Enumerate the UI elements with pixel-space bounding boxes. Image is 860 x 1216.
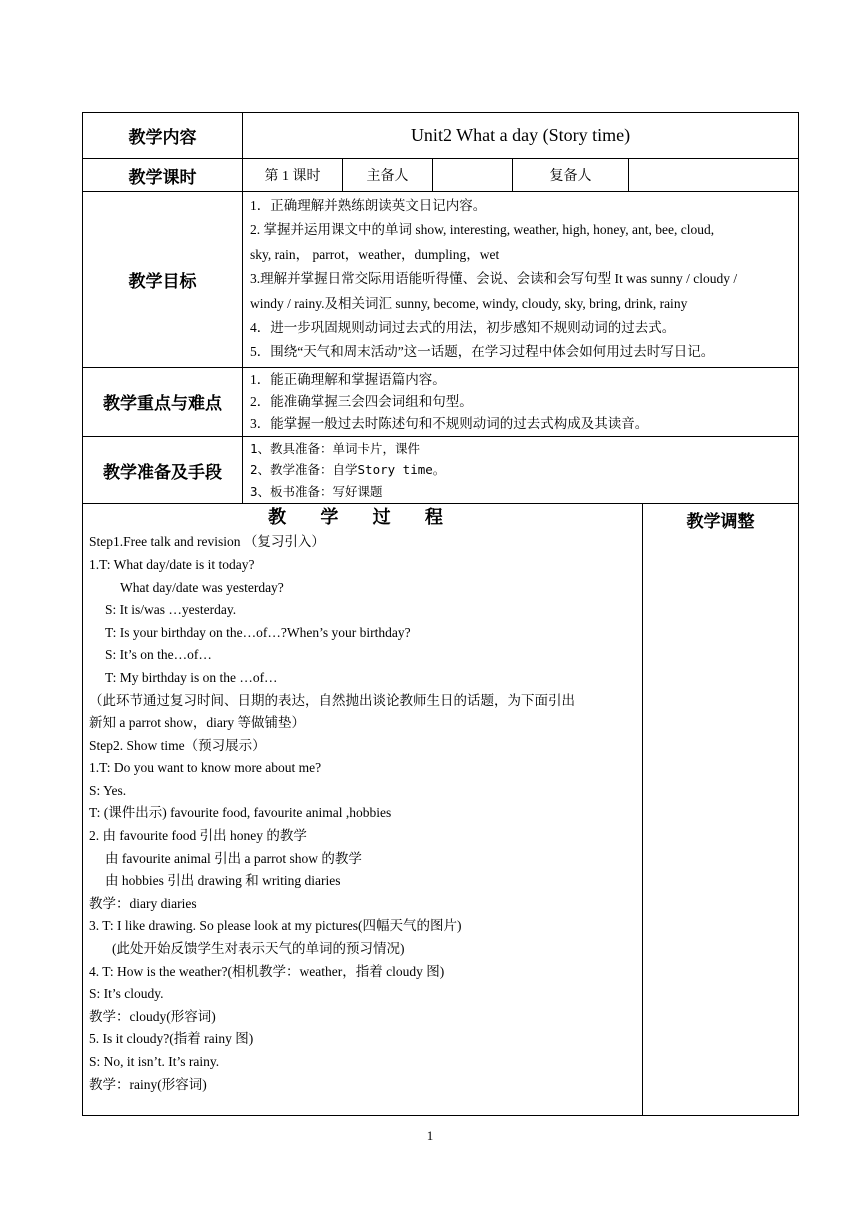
process-line: Step1.Free talk and revision （复习引入） <box>89 534 325 550</box>
reviewer-label: 复备人 <box>513 159 629 192</box>
process-line: T: Is your birthday on the…of…?When’s your birthday? <box>105 624 411 640</box>
adjustment-label: 教学调整 <box>643 504 799 1116</box>
objectives-label: 教学目标 <box>83 192 243 368</box>
process-line: Step2. Show time（预习展示） <box>89 737 266 753</box>
process-title: 教 学 过 程 <box>268 507 457 529</box>
objectives-row <box>83 192 799 368</box>
reviewer-value <box>629 159 799 192</box>
process-line: S: No, it isn’t. It’s rainy. <box>89 1054 220 1069</box>
objective-line: 5．围绕“天气和周末活动”这一话题，在学习过程中体会如何用过去时写日记。 <box>250 344 715 360</box>
objective-line: 4．进一步巩固规则动词过去式的用法，初步感知不规则动词的过去式。 <box>250 320 676 336</box>
process-line: 由 hobbies 引出 drawing 和 writing diaries <box>105 873 341 889</box>
process-content <box>83 504 643 1116</box>
key-point-line: 3．能掌握一般过去时陈述句和不规则动词的过去式构成及其读音。 <box>250 415 649 431</box>
process-line: What day/date was yesterday? <box>120 579 284 595</box>
objective-line: 1．正确理解并熟练朗读英文日记内容。 <box>250 198 487 213</box>
key-point-line: 2．能准确掌握三会四会词组和句型。 <box>250 393 473 409</box>
objective-line: windy / rainy.及相关词汇 sunny, become, windy, cloudy, sky, bring, drink, rainy <box>250 295 688 311</box>
process-line: 2. 由 favourite food 引出 honey 的教学 <box>89 828 307 844</box>
key-point-line: 1．能正确理解和掌握语篇内容。 <box>250 371 446 387</box>
process-lines <box>89 531 636 1096</box>
process-row <box>83 504 799 1116</box>
process-line: (此处开始反馈学生对表示天气的单词的预习情况) <box>112 941 405 957</box>
objectives-content <box>243 192 799 368</box>
process-line: 教学：cloudy(形容词) <box>89 1008 216 1024</box>
process-line: 新知 a parrot show，diary 等做铺垫） <box>89 715 305 731</box>
process-line: S: It’s on the…of… <box>105 647 212 663</box>
process-line: 4. T: How is the weather?(相机教学：weather，指着 cloudy 图) <box>89 963 445 979</box>
preparation-row <box>83 436 799 504</box>
preparation-line: 1、教具准备：单词卡片，课件 <box>250 440 421 456</box>
content-row <box>83 113 799 159</box>
preparation-line: 3、板书准备：写好课题 <box>250 483 383 499</box>
process-line: 教学：diary diaries <box>89 895 197 911</box>
period-label: 教学课时 <box>83 159 243 192</box>
process-line: （此环节通过复习时间、日期的表达，自然抛出谈论教师生日的话题，为下面引出 <box>89 692 575 708</box>
process-line: S: Yes. <box>89 782 127 798</box>
process-line: 1.T: What day/date is it today? <box>89 556 255 572</box>
process-line: 1.T: Do you want to know more about me? <box>89 760 322 776</box>
objective-line: 2. 掌握并运用课文中的单词 show, interesting, weather, high, honey, ant, bee, cloud, <box>250 222 715 238</box>
lesson-plan <box>82 112 798 1116</box>
objective-line: sky, rain， parrot，weather，dumpling，wet <box>250 246 500 262</box>
key-points-content <box>243 367 799 436</box>
page-number: 1 <box>426 1128 434 1143</box>
content-value: Unit2 What a day (Story time) <box>243 113 799 159</box>
content-label: 教学内容 <box>83 113 243 159</box>
key-points-label: 教学重点与难点 <box>83 367 243 436</box>
period-row <box>83 159 799 192</box>
process-line: S: It is/was …yesterday. <box>105 602 237 618</box>
preparation-line: 2、教学准备：自学Story time。 <box>250 462 446 478</box>
period-value: 第 1 课时 <box>243 159 343 192</box>
preparer-value <box>433 159 513 192</box>
process-line: 3. T: I like drawing. So please look at my pictures(四幅天气的图片) <box>89 918 462 934</box>
lesson-plan-table <box>82 112 799 1116</box>
process-line: T: (课件出示) favourite food, favourite animal ,hobbies <box>89 805 392 821</box>
preparer-label: 主备人 <box>343 159 433 192</box>
process-line: 由 favourite animal 引出 a parrot show 的教学 <box>105 850 362 866</box>
process-line: 5. Is it cloudy?(指着 rainy 图) <box>89 1031 254 1047</box>
preparation-label: 教学准备及手段 <box>83 436 243 504</box>
preparation-content <box>243 436 799 504</box>
objective-line: 3.理解并掌握日常交际用语能听得懂、会说、会读和会写句型 It was sunny / cloudy / <box>250 271 738 287</box>
key-points-row <box>83 367 799 436</box>
process-line: 教学：rainy(形容词) <box>89 1076 207 1092</box>
process-line: S: It’s cloudy. <box>89 986 164 1002</box>
process-line: T: My birthday is on the …of… <box>105 669 278 685</box>
